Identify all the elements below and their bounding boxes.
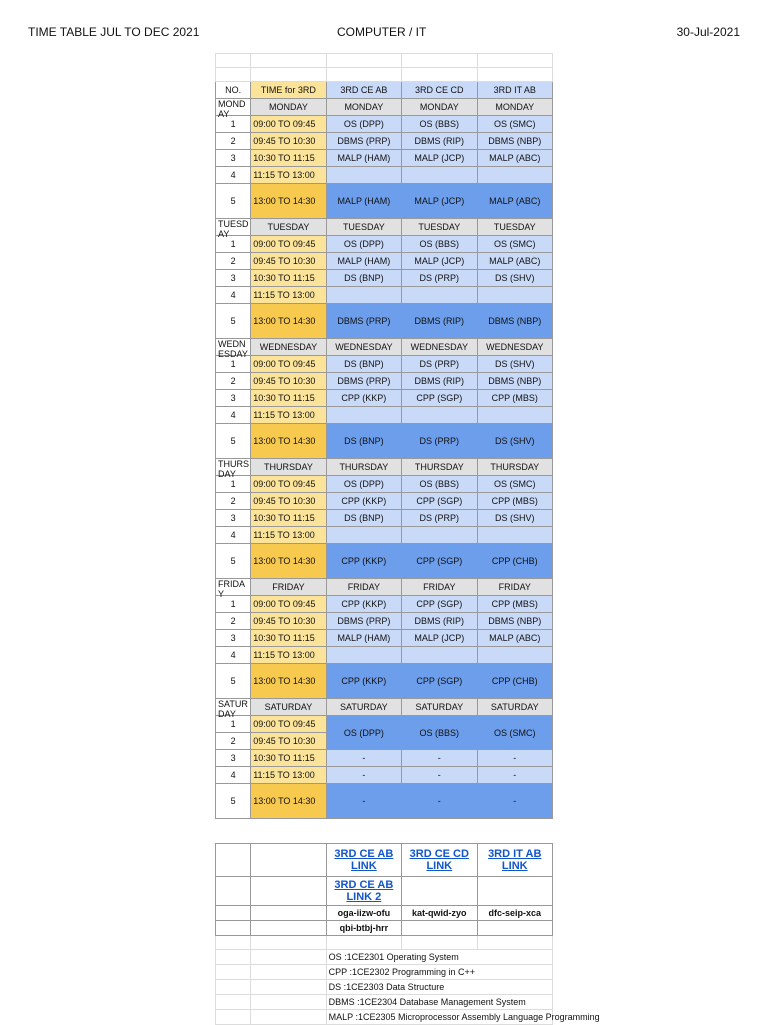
period-time: 10:30 TO 11:15 xyxy=(251,390,326,407)
period-number: 4 xyxy=(216,527,251,544)
department-title: COMPUTER / IT xyxy=(337,25,427,39)
class-cell xyxy=(402,287,477,304)
table-row xyxy=(216,596,553,613)
links-and-legend xyxy=(215,843,600,1025)
day-label-text: MONDAY xyxy=(218,99,246,119)
class-cell: OS (SMC) xyxy=(477,236,552,253)
col-header-ce-cd: 3RD CE CD xyxy=(402,82,477,99)
class-cell: MALP (HAM) xyxy=(326,184,401,219)
table-row xyxy=(216,287,553,304)
period-number: 3 xyxy=(216,150,251,167)
day-header-row xyxy=(216,99,553,116)
table-row xyxy=(216,270,553,287)
period-time: 11:15 TO 13:00 xyxy=(251,767,326,784)
day-header-row xyxy=(216,219,553,236)
period-number: 1 xyxy=(216,716,251,733)
day-label xyxy=(216,339,251,359)
class-cell: DBMS (NBP) xyxy=(477,304,552,339)
class-cell: OS (SMC) xyxy=(477,476,552,493)
period-time: 10:30 TO 11:15 xyxy=(251,150,326,167)
day-header-row xyxy=(216,579,553,596)
period-number: 4 xyxy=(216,287,251,304)
period-time: 09:45 TO 10:30 xyxy=(251,613,326,630)
class-cell: MALP (JCP) xyxy=(402,150,477,167)
period-time: 09:00 TO 09:45 xyxy=(251,476,326,493)
table-row xyxy=(216,510,553,527)
class-cell: - xyxy=(402,767,477,784)
class-cell: CPP (MBS) xyxy=(477,390,552,407)
period-number: 2 xyxy=(216,493,251,510)
day-name-cell: FRIDAY xyxy=(251,579,326,596)
class-cell: CPP (SGP) xyxy=(402,596,477,613)
day-name-cell: TUESDAY xyxy=(251,219,326,236)
day-name-cell: THURSDAY xyxy=(477,459,552,476)
class-cell: CPP (MBS) xyxy=(477,596,552,613)
table-row xyxy=(216,424,553,459)
class-cell xyxy=(477,287,552,304)
table-row xyxy=(216,613,553,630)
period-time: 09:45 TO 10:30 xyxy=(251,253,326,270)
period-time: 13:00 TO 14:30 xyxy=(251,664,326,699)
day-name-cell: MONDAY xyxy=(477,99,552,116)
table-row xyxy=(216,150,553,167)
class-cell: DS (PRP) xyxy=(402,356,477,373)
table-row xyxy=(216,647,553,664)
class-cell: MALP (JCP) xyxy=(402,630,477,647)
period-number: 3 xyxy=(216,510,251,527)
day-header-row xyxy=(216,459,553,476)
class-cell: OS (DPP) xyxy=(326,116,401,133)
class-cell: OS (BBS) xyxy=(402,116,477,133)
class-cell: CPP (SGP) xyxy=(402,664,477,699)
col-header-ce-ab: 3RD CE AB xyxy=(326,82,401,99)
class-cell: OS (DPP) xyxy=(326,716,401,750)
class-cell: DBMS (RIP) xyxy=(402,133,477,150)
period-time: 09:00 TO 09:45 xyxy=(251,716,326,733)
period-number: 1 xyxy=(216,476,251,493)
table-row xyxy=(216,116,553,133)
class-cell: CPP (KKP) xyxy=(326,544,401,579)
period-number: 1 xyxy=(216,236,251,253)
period-number: 5 xyxy=(216,424,251,459)
day-label-text: SATURDAY xyxy=(218,699,248,719)
period-number: 4 xyxy=(216,167,251,184)
period-time: 11:15 TO 13:00 xyxy=(251,167,326,184)
day-name-cell: WEDNESDAY xyxy=(251,339,326,356)
period-number: 2 xyxy=(216,253,251,270)
day-name-cell: MONDAY xyxy=(326,99,401,116)
day-name-cell: TUESDAY xyxy=(477,219,552,236)
table-row xyxy=(216,544,553,579)
table-row xyxy=(216,167,553,184)
period-time: 13:00 TO 14:30 xyxy=(251,304,326,339)
period-number: 4 xyxy=(216,407,251,424)
code-ce-cd: kat-qwid-zyo xyxy=(402,906,477,921)
class-cell: MALP (JCP) xyxy=(402,253,477,270)
class-cell: MALP (HAM) xyxy=(326,630,401,647)
class-cell: DBMS (PRP) xyxy=(326,373,401,390)
class-cell: MALP (ABC) xyxy=(477,150,552,167)
class-cell: - xyxy=(326,767,401,784)
class-cell: DBMS (NBP) xyxy=(477,133,552,150)
class-cell: - xyxy=(326,750,401,767)
class-cell: CPP (SGP) xyxy=(402,544,477,579)
day-label-text: THURSDAY xyxy=(218,459,249,479)
day-label xyxy=(216,459,251,479)
period-time: 10:30 TO 11:15 xyxy=(251,270,326,287)
class-cell: - xyxy=(477,767,552,784)
day-name-cell: MONDAY xyxy=(402,99,477,116)
class-cell: DBMS (RIP) xyxy=(402,613,477,630)
day-name-cell: FRIDAY xyxy=(326,579,401,596)
period-number: 5 xyxy=(216,664,251,699)
class-cell xyxy=(477,527,552,544)
period-time: 09:45 TO 10:30 xyxy=(251,373,326,390)
period-number: 1 xyxy=(216,116,251,133)
period-time: 09:00 TO 09:45 xyxy=(251,596,326,613)
period-time: 13:00 TO 14:30 xyxy=(251,544,326,579)
class-cell xyxy=(326,167,401,184)
table-row xyxy=(216,133,553,150)
class-cell: OS (SMC) xyxy=(477,716,552,750)
class-cell xyxy=(402,647,477,664)
period-time: 09:45 TO 10:30 xyxy=(251,133,326,150)
period-number: 4 xyxy=(216,647,251,664)
period-number: 2 xyxy=(216,373,251,390)
timetable xyxy=(215,53,553,819)
period-number: 2 xyxy=(216,613,251,630)
day-label xyxy=(216,219,251,239)
table-row xyxy=(216,407,553,424)
class-cell: MALP (ABC) xyxy=(477,630,552,647)
day-name-cell: SATURDAY xyxy=(251,699,326,716)
table-row xyxy=(216,236,553,253)
period-number: 3 xyxy=(216,630,251,647)
class-cell: - xyxy=(477,784,552,819)
class-cell: MALP (HAM) xyxy=(326,150,401,167)
class-cell: CPP (CHB) xyxy=(477,544,552,579)
column-header-row xyxy=(216,82,553,99)
code-ce-ab-2: qbi-btbj-hrr xyxy=(326,921,401,936)
period-time: 09:00 TO 09:45 xyxy=(251,356,326,373)
class-cell: DS (PRP) xyxy=(402,424,477,459)
day-name-cell: WEDNESDAY xyxy=(326,339,401,356)
doc-date: 30-Jul-2021 xyxy=(676,25,740,39)
class-cell: MALP (ABC) xyxy=(477,253,552,270)
period-number: 3 xyxy=(216,750,251,767)
class-cell: - xyxy=(477,750,552,767)
class-cell: OS (SMC) xyxy=(477,116,552,133)
legend-os: OS :1CE2301 Operating System xyxy=(326,950,552,965)
period-time: 11:15 TO 13:00 xyxy=(251,407,326,424)
class-cell: DBMS (RIP) xyxy=(402,373,477,390)
table-row xyxy=(216,767,553,784)
class-cell: DS (BNP) xyxy=(326,424,401,459)
class-cell: - xyxy=(326,784,401,819)
code-ce-ab: oga-iizw-ofu xyxy=(326,906,401,921)
period-time: 11:15 TO 13:00 xyxy=(251,287,326,304)
period-number: 2 xyxy=(216,733,251,750)
period-number: 5 xyxy=(216,544,251,579)
day-name-cell: THURSDAY xyxy=(326,459,401,476)
day-label-text: FRIDAY xyxy=(218,579,245,599)
col-header-time: TIME for 3RD xyxy=(251,82,326,99)
table-row xyxy=(216,253,553,270)
period-time: 13:00 TO 14:30 xyxy=(251,424,326,459)
day-name-cell: TUESDAY xyxy=(326,219,401,236)
table-row xyxy=(216,304,553,339)
day-header-row xyxy=(216,339,553,356)
class-cell xyxy=(477,647,552,664)
day-name-cell: WEDNESDAY xyxy=(402,339,477,356)
day-name-cell: WEDNESDAY xyxy=(477,339,552,356)
class-cell: OS (BBS) xyxy=(402,236,477,253)
class-cell: CPP (KKP) xyxy=(326,664,401,699)
class-cell: MALP (JCP) xyxy=(402,184,477,219)
class-cell: CPP (MBS) xyxy=(477,493,552,510)
class-cell xyxy=(326,287,401,304)
legend-dbms: DBMS :1CE2304 Database Management System xyxy=(326,995,552,1010)
class-cell xyxy=(326,647,401,664)
link-ce-cd[interactable]: 3RD CE CD LINK xyxy=(409,848,469,872)
period-time: 10:30 TO 11:15 xyxy=(251,630,326,647)
class-cell xyxy=(326,527,401,544)
class-cell: MALP (HAM) xyxy=(326,253,401,270)
table-row xyxy=(216,356,553,373)
period-number: 4 xyxy=(216,767,251,784)
day-label xyxy=(216,699,251,719)
day-name-cell: SATURDAY xyxy=(326,699,401,716)
table-row xyxy=(216,716,553,733)
link-it-ab[interactable]: 3RD IT AB LINK xyxy=(488,848,542,872)
class-cell xyxy=(402,167,477,184)
class-cell: - xyxy=(402,784,477,819)
period-time: 09:00 TO 09:45 xyxy=(251,236,326,253)
class-cell: CPP (CHB) xyxy=(477,664,552,699)
day-header-row xyxy=(216,699,553,716)
class-cell: DBMS (NBP) xyxy=(477,613,552,630)
period-number: 1 xyxy=(216,356,251,373)
period-number: 5 xyxy=(216,184,251,219)
class-cell: DS (SHV) xyxy=(477,356,552,373)
class-cell: DS (SHV) xyxy=(477,270,552,287)
class-cell: DBMS (PRP) xyxy=(326,133,401,150)
class-cell: DBMS (PRP) xyxy=(326,304,401,339)
class-cell: DS (PRP) xyxy=(402,510,477,527)
day-name-cell: THURSDAY xyxy=(251,459,326,476)
table-row xyxy=(216,390,553,407)
class-cell: OS (DPP) xyxy=(326,236,401,253)
class-cell: DBMS (RIP) xyxy=(402,304,477,339)
code-it-ab: dfc-seip-xca xyxy=(477,906,552,921)
period-time: 11:15 TO 13:00 xyxy=(251,527,326,544)
class-cell: OS (BBS) xyxy=(402,476,477,493)
class-cell: DS (BNP) xyxy=(326,356,401,373)
class-cell: DS (PRP) xyxy=(402,270,477,287)
class-cell: DBMS (NBP) xyxy=(477,373,552,390)
class-cell: OS (BBS) xyxy=(402,716,477,750)
table-row xyxy=(216,527,553,544)
table-row xyxy=(216,750,553,767)
period-number: 5 xyxy=(216,784,251,819)
link-ce-ab-2[interactable]: 3RD CE AB LINK 2 xyxy=(334,879,394,903)
day-label xyxy=(216,579,251,599)
period-number: 2 xyxy=(216,133,251,150)
class-cell xyxy=(477,167,552,184)
period-number: 1 xyxy=(216,596,251,613)
legend-malp: MALP :1CE2305 Microprocessor Assembly Language Programming xyxy=(326,1010,552,1025)
day-name-cell: MONDAY xyxy=(251,99,326,116)
col-header-no: NO. xyxy=(216,82,251,99)
period-number: 5 xyxy=(216,304,251,339)
class-cell xyxy=(477,407,552,424)
class-cell xyxy=(326,407,401,424)
period-time: 13:00 TO 14:30 xyxy=(251,184,326,219)
class-cell: CPP (KKP) xyxy=(326,390,401,407)
class-cell: CPP (SGP) xyxy=(402,390,477,407)
class-cell xyxy=(402,527,477,544)
table-row xyxy=(216,784,553,819)
class-cell: DS (BNP) xyxy=(326,270,401,287)
link-ce-ab[interactable]: 3RD CE AB LINK xyxy=(334,848,394,872)
class-cell: CPP (KKP) xyxy=(326,493,401,510)
period-time: 10:30 TO 11:15 xyxy=(251,750,326,767)
period-time: 13:00 TO 14:30 xyxy=(251,784,326,819)
day-name-cell: SATURDAY xyxy=(477,699,552,716)
legend-ds: DS :1CE2303 Data Structure xyxy=(326,980,552,995)
table-row xyxy=(216,493,553,510)
class-cell: DS (BNP) xyxy=(326,510,401,527)
table-row xyxy=(216,630,553,647)
class-cell: DS (SHV) xyxy=(477,510,552,527)
col-header-it-ab: 3RD IT AB xyxy=(477,82,552,99)
class-cell: - xyxy=(402,750,477,767)
class-cell: MALP (ABC) xyxy=(477,184,552,219)
day-label-text: TUESDAY xyxy=(218,219,249,239)
class-cell: CPP (SGP) xyxy=(402,493,477,510)
class-cell: DS (SHV) xyxy=(477,424,552,459)
table-row xyxy=(216,184,553,219)
table-row xyxy=(216,664,553,699)
period-time: 09:00 TO 09:45 xyxy=(251,116,326,133)
class-cell: CPP (KKP) xyxy=(326,596,401,613)
day-label xyxy=(216,99,251,119)
day-label-text: WEDNESDAY xyxy=(218,339,248,359)
day-name-cell: TUESDAY xyxy=(402,219,477,236)
day-name-cell: THURSDAY xyxy=(402,459,477,476)
day-name-cell: SATURDAY xyxy=(402,699,477,716)
period-time: 09:45 TO 10:30 xyxy=(251,493,326,510)
period-number: 3 xyxy=(216,270,251,287)
day-name-cell: FRIDAY xyxy=(477,579,552,596)
period-time: 10:30 TO 11:15 xyxy=(251,510,326,527)
class-cell: DBMS (PRP) xyxy=(326,613,401,630)
period-number: 3 xyxy=(216,390,251,407)
legend-cpp: CPP :1CE2302 Programming in C++ xyxy=(326,965,552,980)
doc-title: TIME TABLE JUL TO DEC 2021 xyxy=(28,25,200,39)
class-cell xyxy=(402,407,477,424)
class-cell: OS (DPP) xyxy=(326,476,401,493)
table-row xyxy=(216,373,553,390)
period-time: 09:45 TO 10:30 xyxy=(251,733,326,750)
table-row xyxy=(216,476,553,493)
day-name-cell: FRIDAY xyxy=(402,579,477,596)
period-time: 11:15 TO 13:00 xyxy=(251,647,326,664)
